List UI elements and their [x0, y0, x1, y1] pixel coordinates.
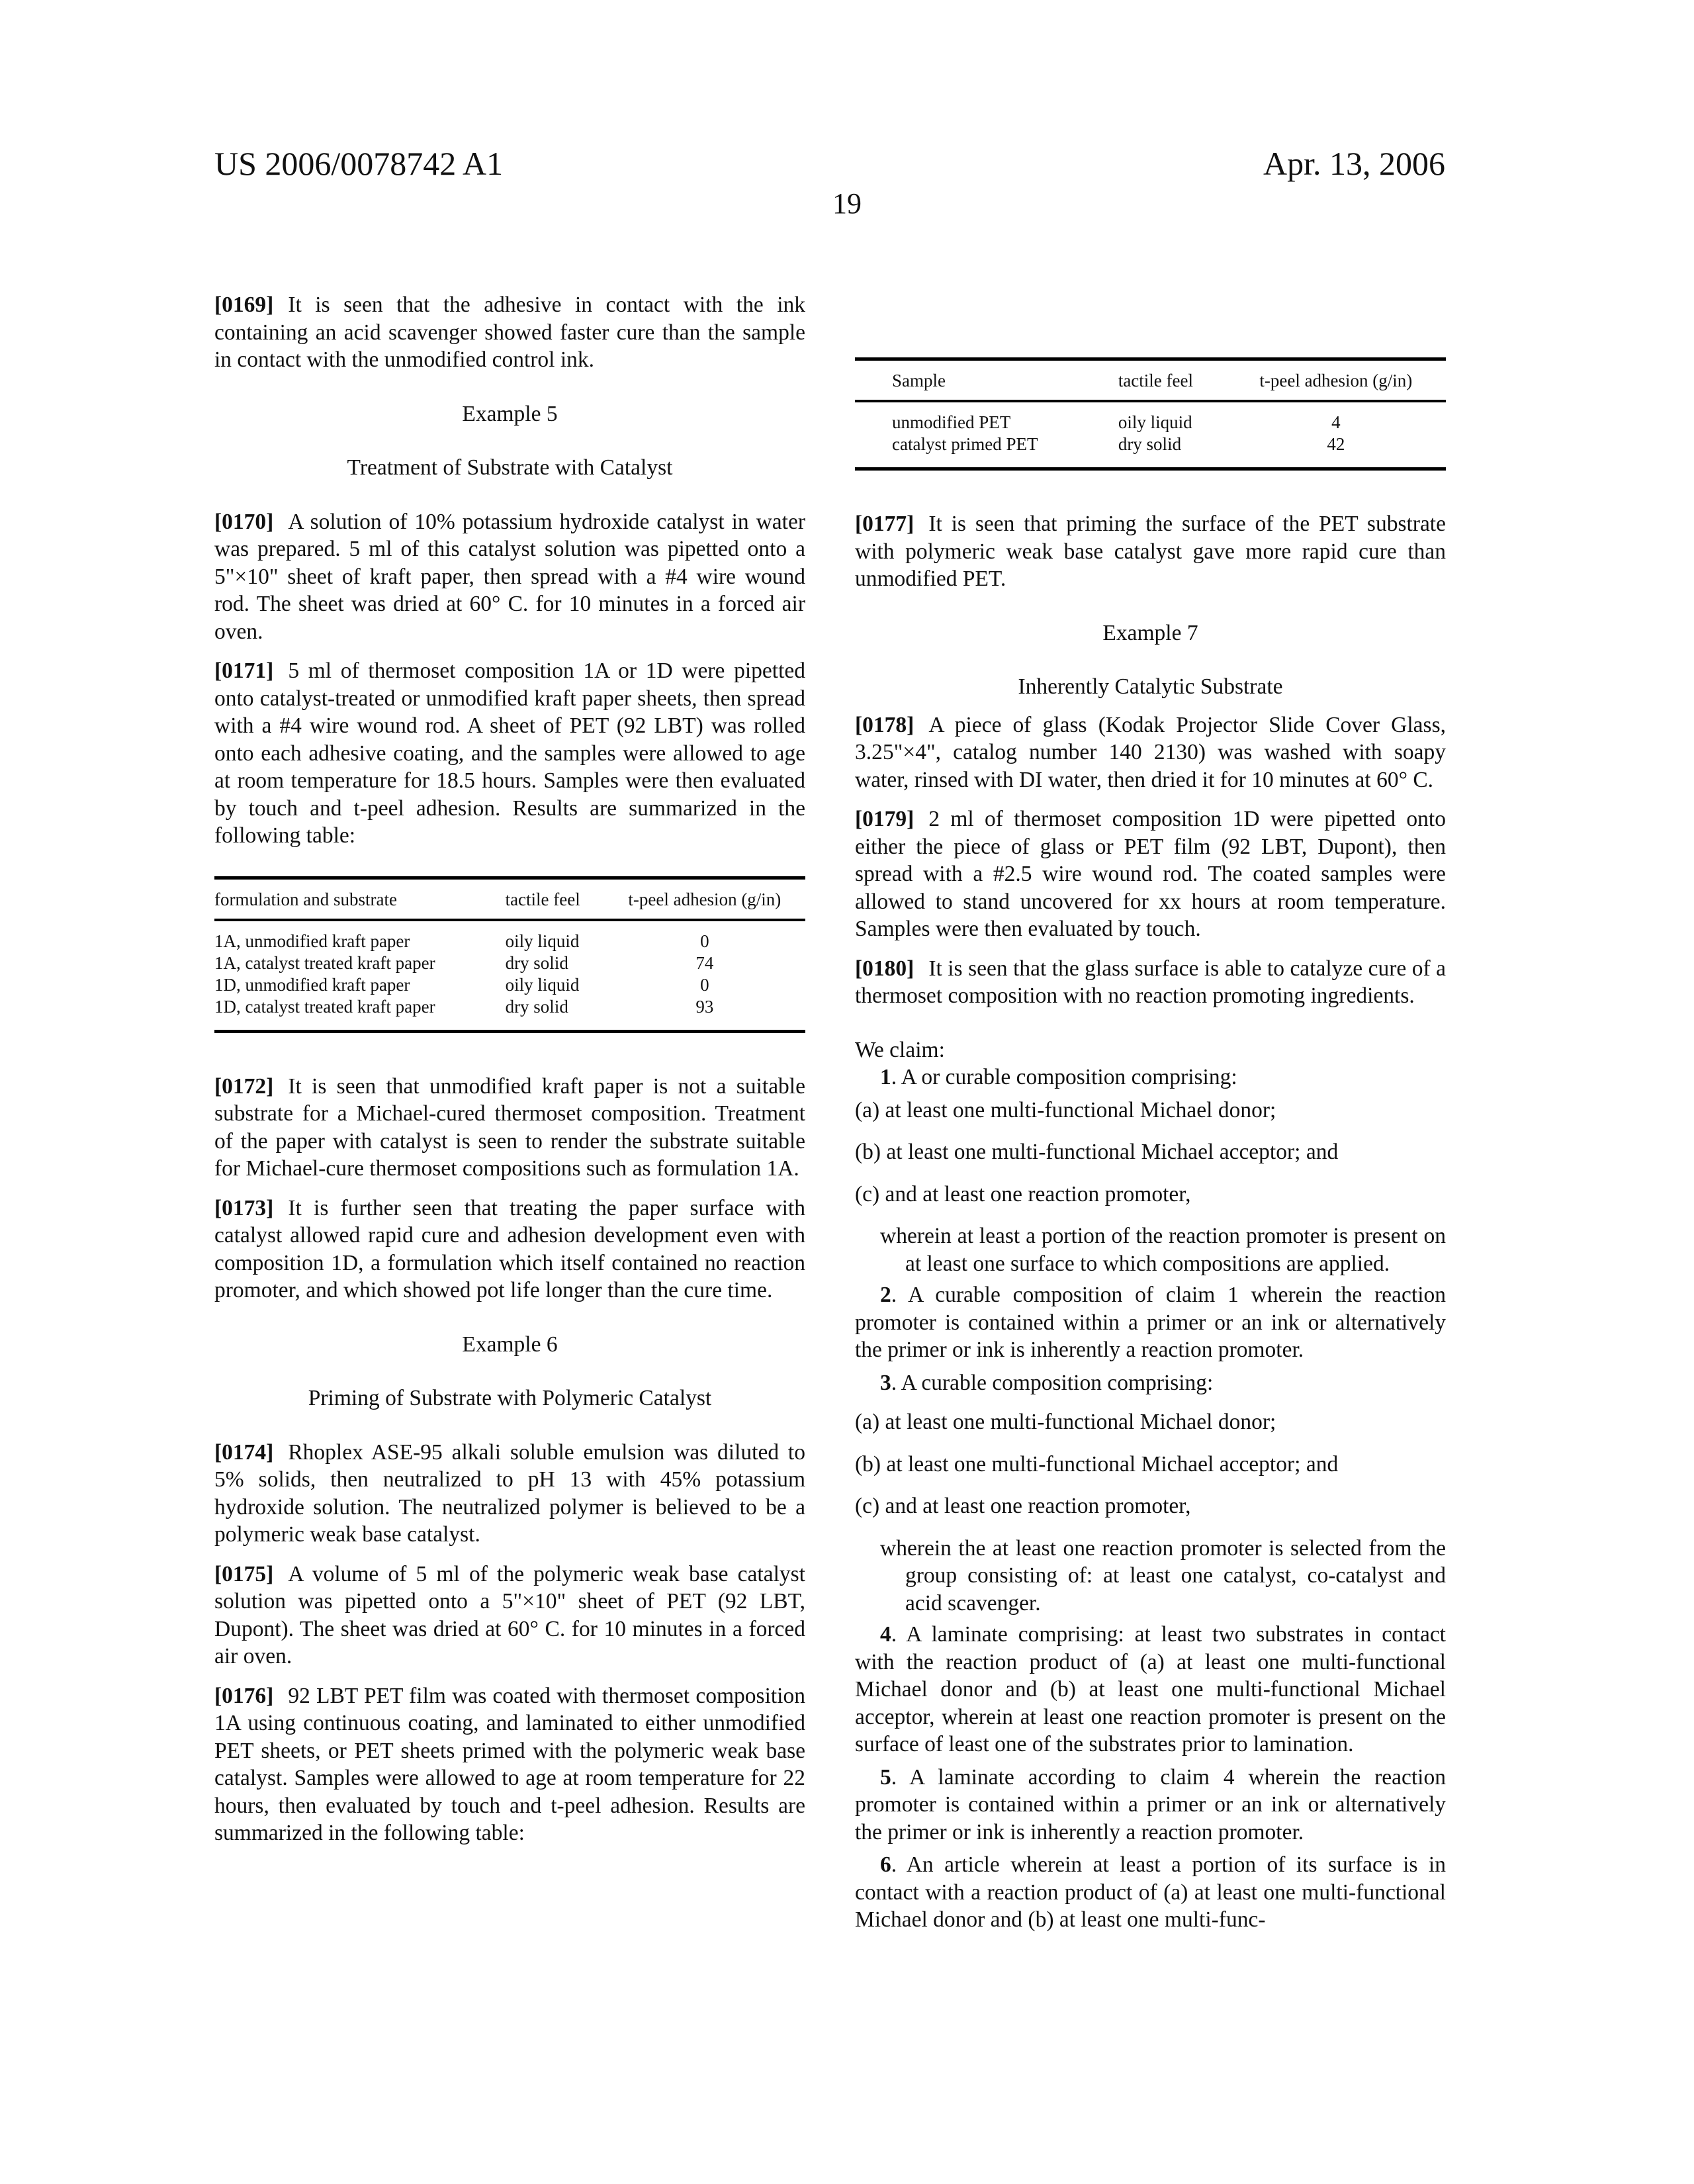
claim-number: 5	[880, 1765, 891, 1790]
paragraph-number: [0180]	[855, 956, 914, 981]
cell: 1D, catalyst treated kraft paper	[214, 996, 506, 1030]
paragraph-0171	[214, 657, 805, 850]
paragraph-text: A piece of glass (Kodak Projector Slide Cover Glass, 3.25"×4", catalog number 140 2130) was washed with soapy water, rinsed with DI water, then dried it for 10 minutes at 60° C.	[855, 713, 1446, 792]
claim-text: . A curable composition of claim 1 wherein the reaction promoter is contained within a primer or an ink or alternatively the primer or ink is inherently a reaction promoter.	[855, 1283, 1446, 1362]
cell: catalyst primed PET	[855, 433, 1118, 467]
paragraph-number: [0176]	[214, 1684, 273, 1708]
paragraph-number: [0174]	[214, 1440, 273, 1465]
example-title: Priming of Substrate with Polymeric Catalyst	[214, 1385, 805, 1412]
publication-number: US 2006/0078742 A1	[214, 144, 503, 183]
cell: unmodified PET	[855, 401, 1118, 433]
cell: 0	[604, 974, 805, 996]
claim-1	[855, 1064, 1446, 1091]
paragraph-number: [0169]	[214, 293, 273, 317]
paragraph-text: It is seen that the adhesive in contact with the ink containing an acid scavenger showed faster cure than the sample in contact with the unmodified control ink.	[214, 293, 805, 372]
table-row	[214, 996, 805, 1030]
cell: 1A, catalyst treated kraft paper	[214, 952, 506, 974]
paragraph-text: 92 LBT PET film was coated with thermoset composition 1A using continuous coating, and laminated to either unmodified PET sheets, or PET sheets primed with the polymeric weak base catalyst. Samples were allowed to age at room temperature for 22 hours, then evaluated by touch and t-peel adhesion. Results are summarized in the following table:	[214, 1684, 805, 1846]
claim-2	[855, 1281, 1446, 1364]
cell: dry solid	[1118, 433, 1226, 467]
claim-item: (b) at least one multi-functional Michael acceptor; and	[855, 1138, 1446, 1166]
paragraph-number: [0170]	[214, 510, 273, 534]
paragraph-text: A solution of 10% potassium hydroxide catalyst in water was prepared. 5 ml of this catalyst solution was pipetted onto a 5"×10" sheet of kraft paper, then spread with a #4 wire wound rod. The sheet was dried at 60° C. for 10 minutes in a forced air oven.	[214, 510, 805, 644]
paragraph-0170	[214, 508, 805, 646]
paragraph-0172	[214, 1073, 805, 1183]
paragraph-text: 5 ml of thermoset composition 1A or 1D were pipetted onto catalyst-treated or unmodified kraft paper sheets, then spread with a #4 wire wound rod. A sheet of PET (92 LBT) was rolled onto each adhesive coating, and the samples were allowed to age at room temperature for 18.5 hours. Samples were then evaluated by touch and t-peel adhesion. Results are summarized in the following table:	[214, 659, 805, 848]
paragraph-number: [0179]	[855, 807, 914, 831]
claim-4	[855, 1621, 1446, 1758]
paragraph-0178	[855, 711, 1446, 794]
claim-text: . A laminate comprising: at least two substrates in contact with the reaction product of (a) at least one multi-functional Michael donor and (b) at least one multi-functional Michael acceptor, wherein at least one reaction promoter is present on the surface of least one of the substrates prior to lamination.	[855, 1622, 1446, 1756]
cell: 1D, unmodified kraft paper	[214, 974, 506, 996]
column-header: t-peel adhesion (g/in)	[1226, 361, 1446, 401]
cell: oily liquid	[1118, 401, 1226, 433]
column-header: t-peel adhesion (g/in)	[604, 880, 805, 920]
claim-6	[855, 1851, 1446, 1934]
paragraph-text: Rhoplex ASE-95 alkali soluble emulsion was diluted to 5% solids, then neutralized to pH 13 with 45% potassium hydroxide solution. The neutralized polymer is believed to be a polymeric weak base catalyst.	[214, 1440, 805, 1547]
paragraph-number: [0172]	[214, 1074, 273, 1099]
paragraph-text: It is seen that priming the surface of the PET substrate with polymeric weak base catalyst gave more rapid cure than unmodified PET.	[855, 512, 1446, 591]
column-header: formulation and substrate	[214, 880, 506, 920]
results-table-pet	[855, 357, 1446, 471]
example-heading: Example 6	[214, 1331, 805, 1359]
cell: 0	[604, 920, 805, 952]
paragraph-0169	[214, 291, 805, 374]
claim-text: . A curable composition comprising:	[891, 1371, 1214, 1395]
table-row	[214, 952, 805, 974]
claim-number: 1	[880, 1065, 891, 1089]
table-row	[855, 433, 1446, 467]
claim-number: 2	[880, 1283, 891, 1307]
example-title: Treatment of Substrate with Catalyst	[214, 454, 805, 482]
claim-3	[855, 1369, 1446, 1397]
paragraph-number: [0177]	[855, 512, 914, 536]
claim-item: (a) at least one multi-functional Michael donor;	[855, 1097, 1446, 1124]
example-title: Inherently Catalytic Substrate	[855, 673, 1446, 701]
paragraph-text: A volume of 5 ml of the polymeric weak base catalyst solution was pipetted onto a 5"×10" sheet of PET (92 LBT, Dupont). The sheet was dried at 60° C. for 10 minutes in a forced air oven.	[214, 1562, 805, 1669]
paragraph-number: [0175]	[214, 1562, 273, 1586]
table-row	[214, 974, 805, 996]
cell: oily liquid	[506, 920, 604, 952]
claim-number: 3	[880, 1371, 891, 1395]
example-heading: Example 5	[214, 400, 805, 428]
claim-wherein: wherein the at least one reaction promoter is selected from the group consisting of: at least one catalyst, co-catalyst and acid scavenger.	[855, 1535, 1446, 1617]
claim-text: . A or curable composition comprising:	[891, 1065, 1237, 1089]
paragraph-0173	[214, 1195, 805, 1304]
table-row	[855, 401, 1446, 433]
column-header: tactile feel	[506, 880, 604, 920]
claim-item: (b) at least one multi-functional Michael acceptor; and	[855, 1451, 1446, 1479]
claim-number: 6	[880, 1852, 891, 1877]
claims-heading: We claim:	[855, 1036, 1446, 1064]
page-number: 19	[0, 187, 1694, 220]
cell: 42	[1226, 433, 1446, 467]
claim-5	[855, 1764, 1446, 1846]
paragraph-number: [0171]	[214, 659, 273, 683]
claim-item: (c) and at least one reaction promoter,	[855, 1181, 1446, 1208]
paragraph-0176	[214, 1682, 805, 1847]
paragraph-0175	[214, 1561, 805, 1670]
claim-item: (c) and at least one reaction promoter,	[855, 1492, 1446, 1520]
cell: oily liquid	[506, 974, 604, 996]
results-table-kraft	[214, 876, 805, 1033]
claim-item: (a) at least one multi-functional Michael donor;	[855, 1408, 1446, 1436]
cell: 1A, unmodified kraft paper	[214, 920, 506, 952]
claim-text: . An article wherein at least a portion of its surface is in contact with a reaction product of (a) at least one multi-functional Michael donor and (b) at least one multi-func-	[855, 1852, 1446, 1932]
paragraph-text: It is seen that the glass surface is able to catalyze cure of a thermoset composition with no reaction promoting ingredients.	[855, 956, 1446, 1009]
paragraph-0180	[855, 955, 1446, 1010]
right-column	[855, 357, 1446, 1939]
column-header: Sample	[855, 361, 1118, 401]
cell: 4	[1226, 401, 1446, 433]
paragraph-0177	[855, 510, 1446, 593]
paragraph-0179	[855, 805, 1446, 943]
paragraph-text: It is seen that unmodified kraft paper is not a suitable substrate for a Michael-cured thermoset composition. Treatment of the paper with catalyst is seen to render the substrate suitable for Michael-cure thermoset compositions such as formulation 1A.	[214, 1074, 805, 1181]
cell: 74	[604, 952, 805, 974]
paragraph-0174	[214, 1439, 805, 1549]
paragraph-number: [0173]	[214, 1196, 273, 1220]
table-row	[214, 920, 805, 952]
cell: dry solid	[506, 952, 604, 974]
paragraph-text: 2 ml of thermoset composition 1D were pipetted onto either the piece of glass or PET film (92 LBT, Dupont), then spread with a #2.5 wire wound rod. The coated samples were allowed to stand uncovered for xx hours at room temperature. Samples were then evaluated by touch.	[855, 807, 1446, 941]
cell: 93	[604, 996, 805, 1030]
claim-number: 4	[880, 1622, 891, 1647]
paragraph-number: [0178]	[855, 713, 914, 737]
column-header: tactile feel	[1118, 361, 1226, 401]
example-heading: Example 7	[855, 619, 1446, 647]
publication-date: Apr. 13, 2006	[1263, 144, 1445, 183]
claim-text: . A laminate according to claim 4 wherein the reaction promoter is contained within a primer or an ink or alternatively the primer or ink is inherently a reaction promoter.	[855, 1765, 1446, 1844]
claim-wherein: wherein at least a portion of the reaction promoter is present on at least one surface to which compositions are applied.	[855, 1222, 1446, 1277]
left-column	[214, 291, 805, 1859]
paragraph-text: It is further seen that treating the paper surface with catalyst allowed rapid cure and adhesion development even with composition 1D, a formulation which itself contained no reaction promoter, and which showed pot life longer than the cure time.	[214, 1196, 805, 1303]
cell: dry solid	[506, 996, 604, 1030]
